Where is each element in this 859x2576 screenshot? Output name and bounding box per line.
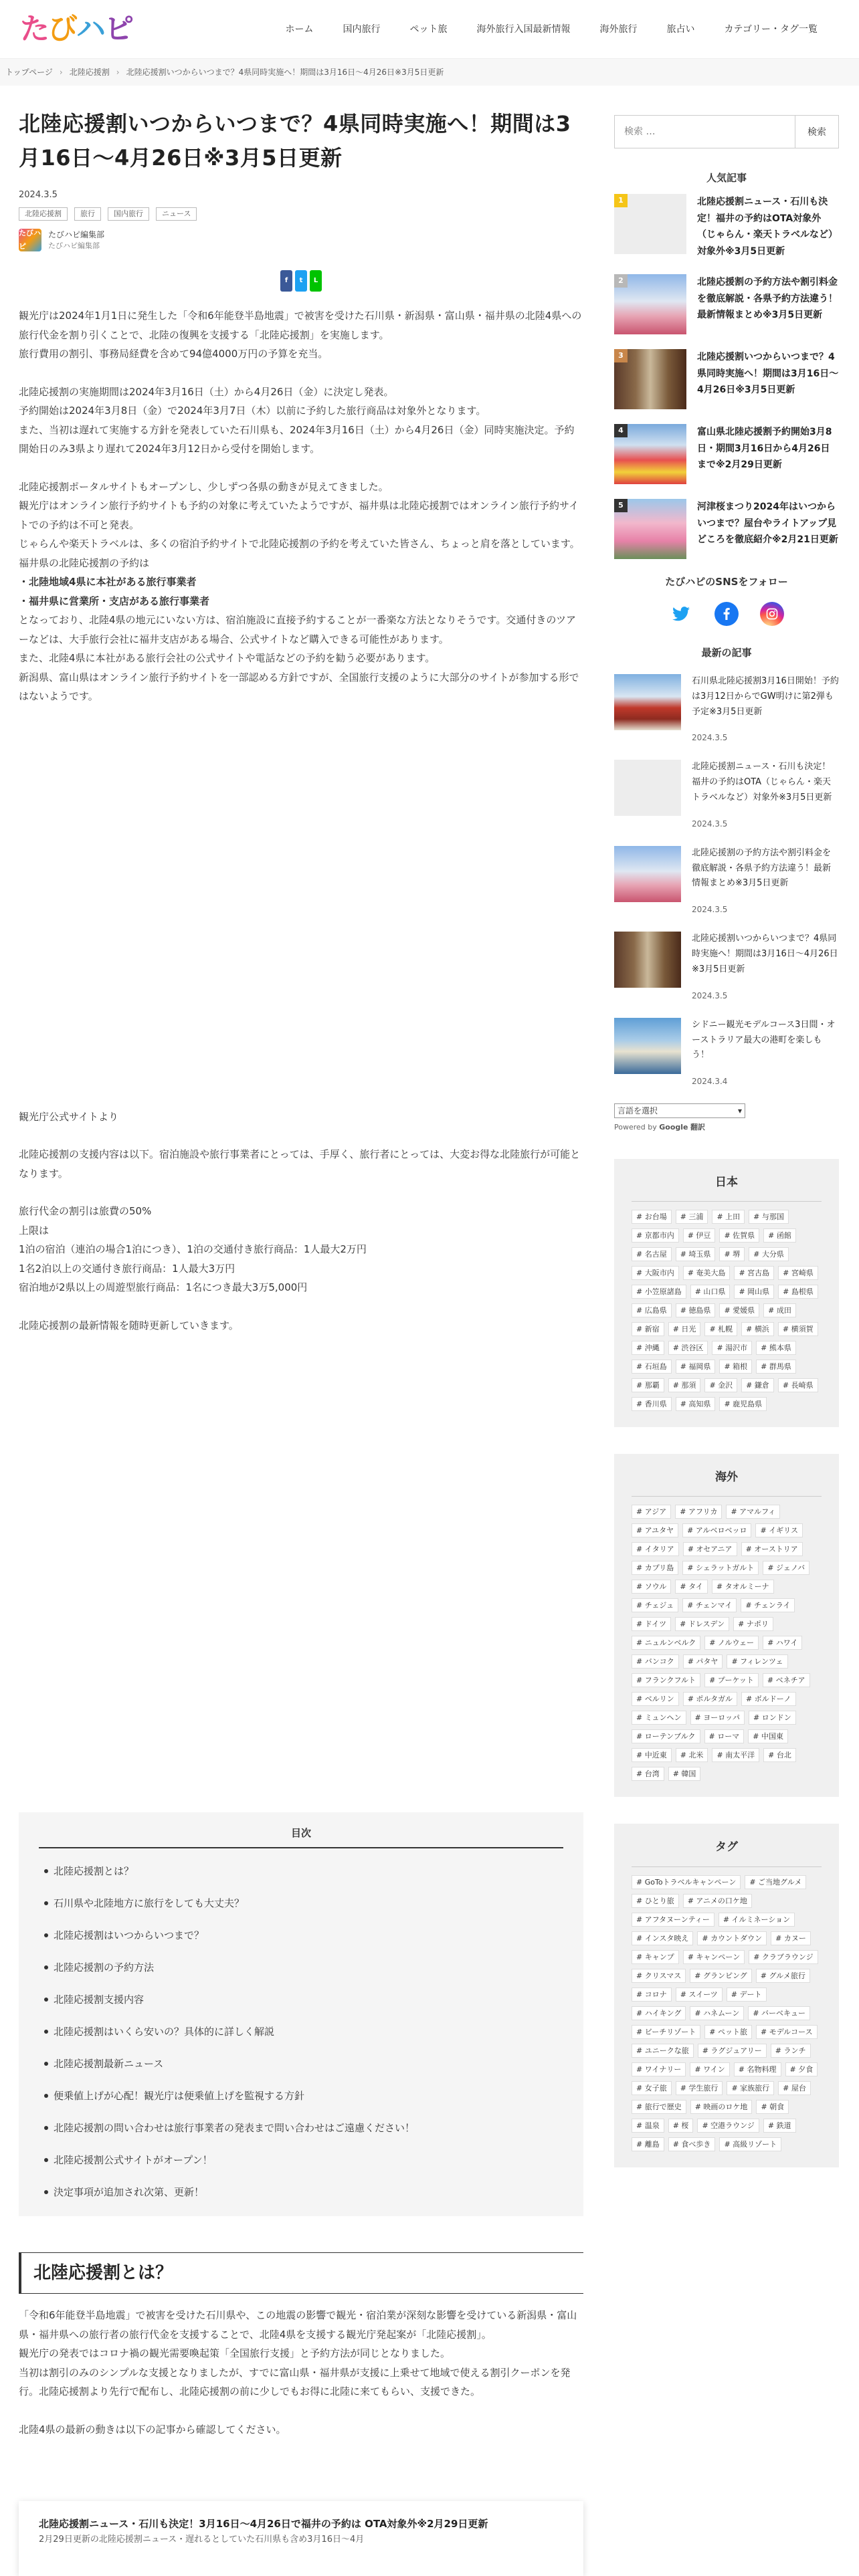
popular-title: 富山県北陸応援割予約開始3月8日・期間3月16日から4月26日まで※2月29日更新	[697, 427, 832, 470]
chevron-down-icon: ▾	[737, 1106, 742, 1116]
new-post-title: 北陸応援割いつからいつまで？4県同時実施へ！期間は3月16日〜4月26日※3月5日更新	[692, 934, 838, 974]
tag-link[interactable]: # 台湾	[632, 1767, 664, 1781]
tag-link[interactable]: # 与那国	[749, 1210, 789, 1224]
toc-item[interactable]: 北陸応援割公式サイトがオープン！	[39, 2144, 563, 2176]
tag-link[interactable]: # オセアニア	[683, 1542, 737, 1556]
tag-link[interactable]: # 京都市内	[632, 1228, 679, 1243]
tag-link[interactable]: # 埼玉県	[676, 1247, 716, 1261]
tag-list	[632, 1875, 822, 2151]
tag-link[interactable]: # ハネムーン	[690, 2006, 744, 2020]
related-article-card[interactable]	[19, 2501, 583, 2576]
tag-link[interactable]: # ペット旅	[704, 2025, 752, 2039]
new-posts-list	[614, 674, 839, 1089]
sns-heading: たびハピのSNSをフォロー	[665, 576, 788, 588]
toc-item[interactable]: 北陸応援割はいつからいつまで？	[39, 1919, 563, 1951]
bullet-item: ・福井県に営業所・支店がある旅行事業者	[19, 595, 210, 607]
author-subtitle: たびハピ編集部	[48, 241, 100, 251]
tags-box	[614, 1824, 839, 2167]
tag-link[interactable]: # ミュンヘン	[632, 1711, 686, 1725]
post-tags	[19, 207, 583, 221]
tag-list	[632, 1505, 822, 1781]
nav-pet[interactable]: ペット旅	[409, 24, 448, 35]
tag-link[interactable]: # アルベロベッロ	[682, 1523, 751, 1537]
paragraph: じゃらんや楽天トラベルは、多くの宿泊予約サイトで北陸応援割の予約を考えていた皆さん、ちょっと肩を落としています。	[19, 538, 580, 550]
tag-link[interactable]: # ドイツ	[632, 1617, 671, 1631]
logo-char: ピ	[104, 12, 132, 47]
new-post-date: 2024.3.5	[692, 733, 728, 743]
tag-link[interactable]: # 熊本県	[756, 1341, 796, 1355]
paragraph: となっており、北陸4県の地元にいない方は、宿泊施設に直接予約することが一番楽な方法となりそうです。交通付きのツアーなどは、大手旅行会社に福井支店がある場合、公式サイトなど購入できる可能性があります。	[19, 614, 577, 645]
tag-link[interactable]: # モデルコース	[756, 2025, 818, 2039]
tag-link[interactable]: # プーケット	[704, 1673, 759, 1687]
tag-link[interactable]: # 北米	[676, 1748, 708, 1762]
tag-link[interactable]: # ワイナリー	[632, 2062, 686, 2076]
tag-link[interactable]: # 渋谷区	[668, 1341, 708, 1355]
tag-link[interactable]: # パタヤ	[683, 1654, 723, 1669]
nav-overseas[interactable]: 海外旅行	[599, 24, 638, 35]
tag-link[interactable]: # 鎌倉	[741, 1378, 774, 1392]
tag-link[interactable]: # 韓国	[668, 1767, 701, 1781]
toc-item[interactable]: 北陸応援割の予約方法	[39, 1951, 563, 1983]
tag-link[interactable]: # アユタヤ	[632, 1523, 678, 1537]
tag-link[interactable]: # キャンペーン	[683, 1950, 745, 1964]
tag-link[interactable]: # カウントダウン	[697, 1931, 767, 1945]
tag-link[interactable]: # アジア	[632, 1505, 671, 1519]
breadcrumb-home[interactable]: トップページ	[5, 68, 53, 77]
twitter-share-icon[interactable]: t	[295, 270, 307, 292]
tag-link[interactable]: # 高級リゾート	[719, 2137, 781, 2151]
tag-link[interactable]: # 台北	[763, 1748, 796, 1762]
tag-link[interactable]: # 横浜	[741, 1322, 774, 1336]
toc-item[interactable]: 便乗値上げが心配！観光庁は便乗値上げを監視する方針	[39, 2080, 563, 2112]
tag-link[interactable]: # ベルリン	[632, 1692, 679, 1706]
main-content	[19, 107, 583, 1335]
new-post-title: 石川県北陸応援割3月16日開始！予約は3月12日からでGW明けに第2弾も予定※3月5日更新	[692, 676, 839, 717]
popular-item[interactable]	[614, 194, 839, 259]
card-description: 2月29日更新の北陸応援割ニュース・遅れるとしていた石川県も含め3月16日〜4月	[39, 2534, 365, 2545]
japan-tags-box	[614, 1159, 839, 1427]
tag-link[interactable]: # 空港ラウンジ	[697, 2119, 759, 2133]
tag-link[interactable]: # コロナ	[632, 1988, 672, 2002]
tag-link[interactable]: # アニメの口ケ地	[683, 1894, 752, 1908]
tag-link[interactable]: # 学生旅行	[676, 2081, 723, 2095]
language-select-label: 言語を選択	[617, 1106, 658, 1116]
paragraph: 北陸応援割の支援内容は以下。宿泊施設や旅行事業者にとっては、手厚く、旅行者にとっては、大変お得な北陸旅行が可能となります。	[19, 1148, 581, 1180]
toc-item[interactable]: 北陸応援割の問い合わせは旅行事業者の発表まで問い合わせはご遠慮ください！	[39, 2112, 563, 2144]
new-post-item[interactable]	[614, 846, 839, 917]
tag-link[interactable]: # インスタ映え	[632, 1931, 693, 1945]
popular-title: 北陸応援割いつからいつまで？4県同時実施へ！期間は3月16日〜4月26日※3月5日更新	[697, 352, 839, 395]
tag-link[interactable]: # チェンマイ	[682, 1598, 737, 1612]
tag-link[interactable]: # ご当地グルメ	[745, 1875, 806, 1889]
tag-link[interactable]: # イルミネーション	[719, 1913, 795, 1927]
tag-link[interactable]: # ヨーロッパ	[690, 1711, 745, 1725]
image-caption: 観光庁公式サイトより	[19, 1110, 118, 1123]
tag-link[interactable]: # 夕食	[785, 2062, 818, 2076]
new-posts-heading: 最新の記事	[701, 647, 752, 659]
toc-item[interactable]: 石川県や北陸地方に旅行をしても大丈夫？	[39, 1887, 563, 1919]
nav-home[interactable]: ホーム	[285, 24, 314, 35]
language-select[interactable]	[614, 1103, 745, 1118]
tag-link[interactable]: # 札幌	[704, 1322, 737, 1336]
popular-item[interactable]	[614, 499, 839, 559]
paragraph: 北陸応援割ポータルサイトもオープンし、少しずつ各県の動きが見えてきました。	[19, 480, 389, 493]
rank-badge: 2	[614, 274, 628, 288]
tag-link[interactable]: # ハイキング	[632, 2006, 686, 2020]
toc-title: 目次	[39, 1824, 563, 1848]
site-logo[interactable]	[20, 9, 132, 49]
new-post-date: 2024.3.5	[692, 819, 728, 829]
nav-domestic[interactable]: 国内旅行	[343, 24, 381, 35]
rank-badge: 4	[614, 424, 628, 437]
breadcrumb-separator: ›	[116, 68, 120, 77]
rank-badge: 3	[614, 349, 628, 362]
thumbnail	[614, 760, 681, 816]
tag-link[interactable]: # グルメ旅行	[756, 1969, 810, 1983]
section-body	[19, 2306, 583, 2439]
tag-link[interactable]: # バンコク	[632, 1654, 679, 1669]
post-tag[interactable]: ニュース	[156, 207, 197, 221]
tag-link[interactable]: # 山口県	[690, 1285, 731, 1299]
tag-link[interactable]: # ワイン	[690, 2062, 729, 2076]
tag-link[interactable]: # 堺	[719, 1247, 745, 1261]
tag-link[interactable]: # ローマ	[704, 1729, 745, 1743]
tag-link[interactable]: # 成田	[763, 1303, 796, 1317]
tag-link[interactable]: # フィレンツェ	[727, 1654, 787, 1669]
new-post-item[interactable]	[614, 932, 839, 1002]
tag-link[interactable]: # 沖縄	[632, 1341, 664, 1355]
logo-char: び	[48, 12, 76, 47]
paragraph: 北陸応援割の実施期間は2024年3月16日（土）から4月26日（金）に決定し発表。	[19, 385, 394, 398]
tag-link[interactable]: # 香川県	[632, 1397, 672, 1411]
thumbnail	[614, 194, 686, 254]
toc-item[interactable]: 決定事項が追加され次第、更新！	[39, 2176, 563, 2208]
tag-link[interactable]: # ジェノバ	[763, 1561, 809, 1575]
tag-link[interactable]: # 徳島県	[676, 1303, 716, 1317]
tag-link[interactable]: # 愛媛県	[719, 1303, 759, 1317]
overseas-tags-title: 海外	[632, 1467, 822, 1497]
site-header	[0, 0, 859, 59]
popular-item[interactable]	[614, 424, 839, 484]
tag-link[interactable]: # 伊豆	[683, 1228, 716, 1243]
popular-title: 北陸応援割の予約方法や割引料金を徹底解説・各県予約方法違う！最新情報まとめ※3月5日更新	[697, 277, 838, 320]
tag-link[interactable]: # 佐賀県	[719, 1228, 759, 1243]
tag-link[interactable]: # カプリ島	[632, 1561, 678, 1575]
paragraph: 旅行代金の割引は旅費の50%	[19, 1205, 152, 1218]
tag-link[interactable]: # アフタヌーンティー	[632, 1913, 714, 1927]
paragraph: 上限は	[19, 1224, 50, 1237]
paragraph: 観光庁の発表ではコロナ禍の観光需要喚起策「全国旅行支援」と予約方法が同じとなりました。	[19, 2347, 451, 2359]
tag-link[interactable]: # ボルドーノ	[741, 1692, 796, 1706]
tag-link[interactable]: # 食べ歩き	[668, 2137, 716, 2151]
popular-item[interactable]	[614, 274, 839, 334]
tag-link[interactable]: # 箱根	[719, 1360, 752, 1374]
new-post-title: シドニー観光モデルコース3日間・オーストラリア最大の港町を楽しもう！	[692, 1019, 836, 1061]
tag-link[interactable]: # 温泉	[632, 2119, 664, 2133]
rank-badge: 1	[614, 194, 628, 207]
tag-link[interactable]: # 鉄道	[763, 2119, 796, 2133]
tag-link[interactable]: # 石垣島	[632, 1360, 672, 1374]
tag-link[interactable]: # スイーツ	[676, 1988, 723, 2002]
tag-link[interactable]: # ビーチリゾート	[632, 2025, 700, 2039]
tag-link[interactable]: # 旅行で歴史	[632, 2100, 686, 2114]
logo-char: た	[20, 12, 48, 47]
paragraph: 予約開始は2024年3月8日（金）で2024年3月7日（木）以前に予約した旅行商品は対象外となります。	[19, 405, 486, 417]
new-post-item[interactable]	[614, 1018, 839, 1089]
facebook-share-icon[interactable]: f	[280, 270, 292, 292]
tag-link[interactable]: # キャンプ	[632, 1950, 679, 1964]
new-post-title: 北陸応援割の予約方法や割引料金を徹底解説・各県予約方法違う！最新情報まとめ※3月5日更新	[692, 847, 832, 889]
toc-list	[39, 1855, 563, 2208]
tag-link[interactable]: # 島根県	[778, 1285, 818, 1299]
article-body	[19, 306, 583, 1335]
popular-title: 河津桜まつり2024年はいつからいつまで？屋台やライトアップ見どころを徹底紹介※2月21日更新	[697, 502, 838, 545]
tag-link[interactable]: # チェジュ	[632, 1598, 678, 1612]
tag-link[interactable]: # ナポリ	[733, 1617, 773, 1631]
breadcrumb-current: 北陸応援割いつからいつまで？4県同時実施へ！期間は3月16日〜4月26日※3月5日更新	[126, 68, 444, 77]
thumbnail	[614, 499, 686, 559]
thumbnail	[614, 674, 681, 730]
tag-link[interactable]: # ニュルンベルク	[632, 1636, 700, 1650]
tag-link[interactable]: # クリスマス	[632, 1969, 686, 1983]
share-buttons	[19, 270, 583, 292]
google-logo: Google	[659, 1123, 688, 1132]
table-of-contents	[19, 1812, 583, 2216]
tag-link[interactable]: # オーストリア	[741, 1542, 803, 1556]
toc-item[interactable]: 北陸応援割最新ニュース	[39, 2048, 563, 2080]
tag-link[interactable]: # 名物料理	[734, 2062, 781, 2076]
thumbnail	[614, 932, 681, 988]
sidebar	[614, 115, 839, 2167]
tag-link[interactable]: # チェンライ	[741, 1598, 795, 1612]
tag-link[interactable]: # イタリア	[632, 1542, 679, 1556]
overseas-tags-box	[614, 1454, 839, 1797]
section-heading: 北陸応援割とは？	[19, 2252, 583, 2294]
tag-link[interactable]: # ベネチア	[763, 1673, 810, 1687]
tag-link[interactable]: # アフリカ	[675, 1505, 722, 1519]
author-name[interactable]: たびハピ編集部	[48, 230, 105, 240]
toc-item[interactable]: 北陸応援割支援内容	[39, 1983, 563, 2016]
tag-link[interactable]: # ポルタガル	[683, 1692, 737, 1706]
tag-link[interactable]: # シェラットガルト	[682, 1561, 759, 1575]
tag-link[interactable]: # 広島県	[632, 1303, 672, 1317]
tag-link[interactable]: # 横須賀	[778, 1322, 818, 1336]
search-input[interactable]	[614, 115, 795, 148]
paragraph: また、当初は遅れて実施する方針を発表していた石川県も、2024年3月16日（土）から4月26日（金）同時実施決定。予約開始日のみ3県より遅れて2024年3月12日から受付を開始します。	[19, 423, 575, 455]
line-share-icon[interactable]: L	[310, 270, 322, 292]
new-post-title: 北陸応援割ニュース・石川も決定！福井の予約はOTA（じゃらん・楽天トラベルなど）対象外※3月5日更新	[692, 762, 832, 802]
popular-title: 北陸応援割ニュース・石川も決定！福井の予約はOTA対象外（じゃらん・楽天トラベルなど）対象外※3月5日更新	[697, 197, 838, 257]
tag-link[interactable]: # 金沢	[704, 1378, 737, 1392]
tag-link[interactable]: # 大分県	[749, 1247, 789, 1261]
tag-link[interactable]: # 大阪市内	[632, 1266, 679, 1280]
facebook-icon[interactable]	[714, 602, 739, 626]
new-post-date: 2024.3.5	[692, 990, 728, 1000]
global-nav	[271, 19, 832, 40]
tag-link[interactable]: # ローテンブルク	[632, 1729, 700, 1743]
tag-link[interactable]: # 鹿児島県	[719, 1397, 767, 1411]
thumbnail	[614, 274, 686, 334]
tag-link[interactable]: # デート	[727, 1988, 767, 2002]
tag-link[interactable]: # 朝食	[756, 2100, 789, 2114]
tag-link[interactable]: # 長崎県	[778, 1378, 818, 1392]
paragraph: 当初は割引のみのシンプルな支援となりましたが、すでに富山県・福井県が支援に上乗せて地域で使える割引クーポンを発行。北陸応援割より先行で配布し、北陸応援割の前に少しでもお得に北陸に来てもらい、支援できた。	[19, 2366, 571, 2397]
post-tag[interactable]: 北陸応援割	[19, 207, 68, 221]
post-tag[interactable]: 国内旅行	[108, 207, 149, 221]
tag-link[interactable]: # ユニークな旅	[632, 2044, 694, 2058]
paragraph: 観光庁はオンライン旅行予約サイトも予約の対象に考えていたようですが、福井県は北陸応援割ではオンライン旅行予約サイトでの予約は不可と発表。	[19, 500, 579, 531]
paragraph: 宿泊地が2県以上の周遊型旅行商品：1名につき最大3万5,000円	[19, 1281, 308, 1294]
tag-link[interactable]: # 新宿	[632, 1322, 664, 1336]
breadcrumb	[0, 59, 859, 86]
tag-link[interactable]: # GoToトラベルキャンペーン	[632, 1875, 741, 1889]
tag-link[interactable]: # ハワイ	[763, 1636, 802, 1650]
tag-link[interactable]: # 桜	[668, 2119, 694, 2133]
tag-link[interactable]: # お台場	[632, 1210, 672, 1224]
new-post-item[interactable]	[614, 674, 839, 745]
tag-link[interactable]: # タオルミーナ	[712, 1580, 774, 1594]
twitter-icon[interactable]	[669, 602, 693, 626]
thumbnail	[614, 424, 686, 484]
powered-by	[614, 1121, 839, 1134]
paragraph: 「令和6年能登半島地震」で被害を受けた石川県や、この地震の影響で観光・宿泊業が深刻な影響を受けている新潟県・富山県・福井県への旅行者の旅行代金を支援することで、北陸4県を支援する観光庁発起案が「北陸応援割」。	[19, 2309, 577, 2341]
paragraph: 1泊の宿泊（連泊の場合1泊につき）、1泊の交通付き旅行商品：1人最大2万円	[19, 1243, 367, 1256]
new-post-date: 2024.3.4	[692, 1077, 728, 1086]
tag-link[interactable]: # イギリス	[755, 1523, 803, 1537]
sns-links	[614, 602, 839, 626]
paragraph: 観光庁は2024年1月1日に発生した「令和6年能登半島地震」で被害を受けた石川県・新潟県・富山県・福井県の北陸4県への旅行代金を割り引くことで、北陸の復興を支援する「北陸応援割」を実施します。	[19, 310, 582, 341]
tag-link[interactable]: # ノルウェー	[704, 1636, 759, 1650]
paragraph: 北陸4県の最新の動きは以下の記事から確認してください。	[19, 2423, 286, 2436]
tag-link[interactable]: # 日光	[668, 1322, 701, 1336]
tag-link[interactable]: # 上田	[712, 1210, 745, 1224]
author	[19, 229, 583, 251]
tag-link[interactable]: # ロンドン	[749, 1711, 796, 1725]
tag-link[interactable]: # 福岡県	[676, 1360, 716, 1374]
tag-link[interactable]: # 岡山県	[734, 1285, 774, 1299]
tag-link[interactable]: # 中国東	[748, 1729, 788, 1743]
tag-link[interactable]: # 三浦	[676, 1210, 708, 1224]
tag-link[interactable]: # 中近東	[632, 1748, 672, 1762]
powered-prefix: Powered by	[614, 1123, 657, 1132]
instagram-icon[interactable]	[760, 602, 784, 626]
tag-link[interactable]: # フランクフルト	[632, 1673, 700, 1687]
thumbnail	[614, 846, 681, 902]
tag-link[interactable]: # 宮古島	[734, 1266, 774, 1280]
paragraph: 福井県の北陸応援割の予約は	[19, 556, 150, 569]
tag-link[interactable]: # バーベキュー	[748, 2006, 810, 2020]
avatar[interactable]: たびハピ	[19, 229, 41, 251]
tag-link[interactable]: # 那須	[668, 1378, 701, 1392]
tag-link[interactable]: # 女子旅	[632, 2081, 672, 2095]
japan-tags-title: 日本	[632, 1172, 822, 1202]
translate-widget	[614, 1103, 839, 1134]
rank-badge: 5	[614, 499, 628, 512]
translate-link[interactable]: 翻訳	[690, 1123, 706, 1132]
popular-heading: 人気記事	[706, 172, 747, 184]
tag-link[interactable]: # クラブラウンジ	[749, 1950, 818, 1964]
tag-list	[632, 1210, 822, 1411]
popular-item[interactable]	[614, 349, 839, 409]
new-post-date: 2024.3.5	[692, 905, 728, 915]
nav-fortune[interactable]: 旅占い	[666, 24, 695, 35]
tag-link[interactable]: # ひとり旅	[632, 1894, 679, 1908]
tag-link[interactable]: # 家族旅行	[727, 2081, 774, 2095]
thumbnail	[614, 349, 686, 409]
new-post-item[interactable]	[614, 760, 839, 831]
search-button[interactable]: 検索	[795, 115, 839, 148]
tag-link[interactable]: # 群馬県	[756, 1360, 796, 1374]
page-title: 北陸応援割いつからいつまで？4県同時実施へ！期間は3月16日〜4月26日※3月5日更新	[19, 111, 571, 171]
tag-link[interactable]: # ドレスデン	[675, 1617, 729, 1631]
post-meta	[19, 187, 583, 203]
tag-link[interactable]: # 奄美大島	[683, 1266, 731, 1280]
tag-link[interactable]: # 小笠原諸島	[632, 1285, 686, 1299]
nav-entry-info[interactable]: 海外旅行入国最新情報	[476, 24, 571, 35]
logo-char: ハ	[76, 12, 104, 47]
image-placeholder	[19, 706, 583, 1107]
tag-link[interactable]: # 那覇	[632, 1378, 664, 1392]
popular-list	[614, 194, 839, 559]
tags-title: タグ	[632, 1837, 822, 1866]
post-tag[interactable]: 旅行	[74, 207, 101, 221]
post-date: 2024.3.5	[19, 190, 58, 201]
toc-item[interactable]: 北陸応援割はいくら安いの？具体的に詳しく解説	[39, 2016, 563, 2048]
card-title: 北陸応援割ニュース・石川も決定！3月16日〜4月26日で福井の予約は OTA対象外※2月29日更新	[39, 2518, 488, 2530]
paragraph: 北陸応援割の最新情報を随時更新していきます。	[19, 1319, 239, 1331]
thumbnail	[614, 1018, 681, 1074]
tag-link[interactable]: # アマルフィ	[726, 1505, 780, 1519]
breadcrumb-category[interactable]: 北陸応援割	[69, 68, 110, 77]
tag-link[interactable]: # ソウル	[632, 1580, 671, 1594]
paragraph: 新潟県、富山県はオンライン旅行予約サイトを一部認める方針ですが、全国旅行支援のように大部分のサイトが参加する形ではないようです。	[19, 671, 579, 703]
tag-link[interactable]: # 湯沢市	[712, 1341, 752, 1355]
tag-link[interactable]: # 南太平洋	[712, 1748, 759, 1762]
toc-item[interactable]: 北陸応援割とは？	[39, 1855, 563, 1887]
tag-link[interactable]: # ランチ	[771, 2044, 811, 2058]
tag-link[interactable]: # カヌー	[771, 1931, 811, 1945]
tag-link[interactable]: # 函館	[763, 1228, 796, 1243]
tag-link[interactable]: # タイ	[675, 1580, 708, 1594]
tag-link[interactable]: # 離島	[632, 2137, 664, 2151]
search-form	[614, 115, 839, 148]
tag-link[interactable]: # 宮崎県	[778, 1266, 818, 1280]
breadcrumb-separator: ›	[59, 68, 63, 77]
tag-link[interactable]: # 映画のロケ地	[690, 2100, 753, 2114]
nav-categories[interactable]: カテゴリー・タグ一覧	[724, 24, 818, 35]
paragraph: また、北陸4県に本社がある旅行会社の公式サイトや電話などの予約を勧う必要があります。	[19, 652, 436, 665]
tag-link[interactable]: # 屋台	[778, 2081, 811, 2095]
paragraph: 旅行費用の割引、事務局経費を含めて94億4000万円の予算を充当。	[19, 348, 328, 360]
tag-link[interactable]: # 高知県	[676, 1397, 716, 1411]
tag-link[interactable]: # 名古屋	[632, 1247, 672, 1261]
tag-link[interactable]: # ラグジュアリー	[698, 2044, 767, 2058]
bullet-item: ・北陸地域4県に本社がある旅行事業者	[19, 576, 197, 588]
paragraph: 1名2泊以上の交通付き旅行商品：1人最大3万円	[19, 1262, 235, 1275]
tag-link[interactable]: # グランピング	[690, 1969, 752, 1983]
